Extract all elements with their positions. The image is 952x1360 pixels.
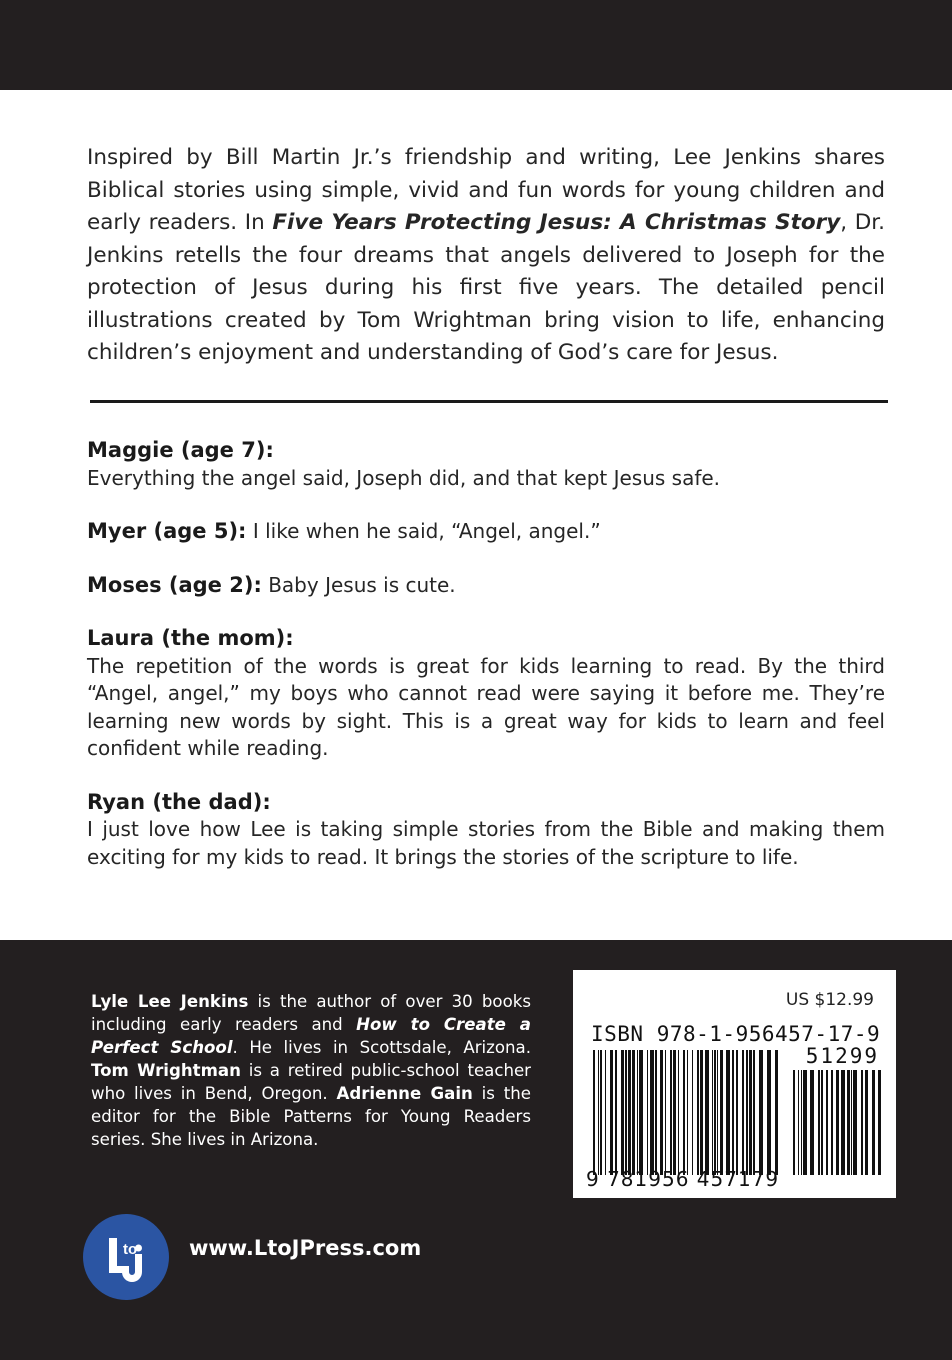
barcode-bar bbox=[673, 1050, 676, 1175]
barcode-bar bbox=[798, 1070, 799, 1175]
barcode-bar bbox=[692, 1050, 693, 1175]
barcode-bar bbox=[717, 1050, 718, 1175]
barcode-bar bbox=[655, 1050, 657, 1175]
barcode-bar bbox=[610, 1050, 613, 1175]
barcode-bar bbox=[726, 1050, 730, 1175]
barcode-bar bbox=[712, 1050, 713, 1175]
ean-number: 9 781956 457179 bbox=[586, 1167, 780, 1191]
barcode-bar bbox=[821, 1070, 823, 1175]
publisher-logo bbox=[83, 1214, 169, 1300]
barcode-bar bbox=[632, 1050, 635, 1175]
barcode-bar bbox=[621, 1050, 624, 1175]
review-ryan bbox=[87, 789, 885, 872]
barcode-bar bbox=[637, 1050, 638, 1175]
illustrator-name: Tom Wrightman bbox=[91, 1061, 241, 1080]
barcode-bar bbox=[872, 1070, 875, 1175]
barcode-bar bbox=[598, 1050, 599, 1175]
price-label: US $12.99 bbox=[785, 990, 874, 1010]
barcode-bar bbox=[803, 1070, 807, 1175]
barcode-bar bbox=[818, 1070, 820, 1175]
barcode-bar bbox=[647, 1050, 648, 1175]
bio-text: is the author of over 30 books including early readers and bbox=[91, 992, 531, 1034]
price-addon-number: 51299 bbox=[805, 1044, 879, 1068]
barcode-bar bbox=[600, 1050, 602, 1175]
description-text-2: , Dr. Jenkins retells the four dreams that angels delivered to Joseph for the protection of Jesus during his first five years. The detailed pencil illustrations created by Tom Wrightman bring vision to life, enhancing children’s enjoyment and understanding of God’s care for Jesus. bbox=[87, 210, 885, 365]
barcode-bar bbox=[700, 1050, 703, 1175]
author-name: Lyle Lee Jenkins bbox=[91, 992, 249, 1011]
other-book-title: How to Create a Perfect School bbox=[91, 1015, 531, 1057]
barcode-bar bbox=[831, 1070, 833, 1175]
barcode-box bbox=[573, 970, 896, 1198]
review-text: Baby Jesus is cute. bbox=[261, 572, 456, 597]
barcode-bar bbox=[801, 1070, 802, 1175]
barcode-bar bbox=[861, 1070, 863, 1175]
barcode-bar bbox=[826, 1070, 828, 1175]
publisher-website[interactable]: www.LtoJPress.com bbox=[189, 1236, 422, 1260]
barcode-bar bbox=[865, 1070, 868, 1175]
editor-name: Adrienne Gain bbox=[336, 1084, 473, 1103]
barcode-bar bbox=[605, 1050, 606, 1175]
section-divider bbox=[90, 400, 888, 403]
barcode-bar bbox=[851, 1070, 852, 1175]
barcode-bar bbox=[615, 1050, 617, 1175]
review-laura bbox=[87, 625, 885, 763]
barcode-bar bbox=[759, 1050, 763, 1175]
logo-to-text: to bbox=[123, 1241, 138, 1258]
reviewer-name: Laura (the mom): bbox=[87, 626, 294, 650]
barcode-bar bbox=[650, 1050, 654, 1175]
barcode-bar bbox=[697, 1050, 699, 1175]
review-text: I like when he said, “Angel, angel.” bbox=[246, 519, 601, 543]
barcode-bar bbox=[810, 1070, 814, 1175]
review-maggie bbox=[87, 437, 885, 492]
top-band bbox=[0, 0, 952, 90]
barcode-bar bbox=[732, 1050, 734, 1175]
barcode-bar bbox=[625, 1050, 627, 1175]
barcode-bar bbox=[705, 1050, 709, 1175]
barcode-bar bbox=[878, 1070, 881, 1175]
barcode-bar bbox=[660, 1050, 663, 1175]
reviewer-name: Moses (age 2): bbox=[87, 572, 262, 597]
barcode-bar bbox=[749, 1050, 752, 1175]
barcode-bar bbox=[628, 1050, 631, 1175]
reviewer-name: Myer (age 5): bbox=[87, 519, 247, 543]
barcode-bar bbox=[687, 1050, 688, 1175]
barcode-bar bbox=[736, 1050, 738, 1175]
description-text-1: Inspired by Bill Martin Jr.’s friendship and writing, Lee Jenkins shares Biblical stories using simple, vivid and fun words for young children and early readers. In bbox=[87, 145, 885, 235]
barcode-bar bbox=[670, 1050, 672, 1175]
book-description bbox=[87, 142, 885, 370]
barcode-bar bbox=[593, 1050, 595, 1175]
reviewer-name: Maggie (age 7): bbox=[87, 438, 274, 462]
barcode-bar bbox=[753, 1050, 755, 1175]
barcode-bar bbox=[639, 1050, 643, 1175]
book-title: Five Years Protecting Jesus: A Christmas Story bbox=[272, 210, 841, 235]
reviewer-name: Ryan (the dad): bbox=[87, 789, 271, 814]
barcode-bar bbox=[775, 1050, 778, 1175]
review-moses bbox=[87, 572, 885, 600]
barcode-bar bbox=[683, 1050, 685, 1175]
barcode-bar bbox=[793, 1070, 795, 1175]
bio-text: is a retired public-school teacher who lives in Bend, Oregon. bbox=[91, 1061, 532, 1103]
review-text: I just love how Lee is taking simple stories from the Bible and making them exciting for my kids to read. It brings the stories of the scripture to life. bbox=[87, 817, 885, 869]
barcode-bar bbox=[836, 1070, 839, 1175]
barcode-bar bbox=[841, 1070, 845, 1175]
barcode-bar bbox=[742, 1050, 744, 1175]
barcode-bar bbox=[665, 1050, 666, 1175]
barcode-bar bbox=[767, 1050, 771, 1175]
review-text: The repetition of the words is great for kids learning to read. By the third “Angel, angel,” my boys who cannot read were saying it before me. They’re learning new words by sight. This is a great way for kids to learn and feel confident while reading. bbox=[87, 653, 885, 760]
review-text: Everything the angel said, Joseph did, and that kept Jesus safe. bbox=[87, 465, 721, 490]
barcode-bar bbox=[746, 1050, 748, 1175]
barcode-bar bbox=[853, 1070, 857, 1175]
barcode-bar bbox=[847, 1070, 850, 1175]
bio-text: is the editor for the Bible Patterns for Young Readers series. She lives in Arizona. bbox=[91, 1084, 531, 1149]
barcode-bar bbox=[678, 1050, 679, 1175]
barcode-bar bbox=[720, 1050, 723, 1175]
isbn-label: ISBN 978-1-956457-17-9 bbox=[591, 1022, 881, 1046]
author-bio bbox=[91, 990, 531, 1151]
bio-text: . He lives in Scottsdale, Arizona. bbox=[232, 1038, 531, 1057]
reviews-section bbox=[87, 437, 885, 897]
barcode-bar bbox=[714, 1050, 716, 1175]
review-myer bbox=[87, 518, 885, 546]
